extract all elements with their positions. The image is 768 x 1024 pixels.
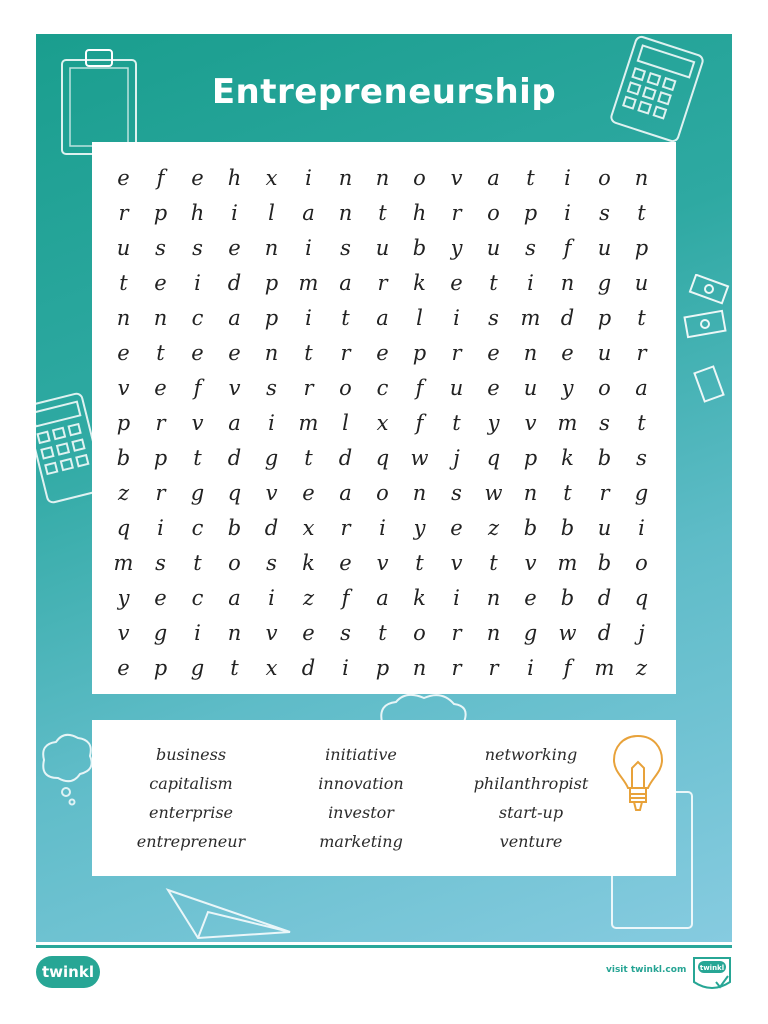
word-list-item: networking [484, 745, 578, 764]
grid-letter: d [597, 621, 612, 645]
letter-grid [105, 161, 660, 686]
grid-letter: i [527, 656, 534, 680]
grid-letter: f [193, 376, 202, 400]
grid-letter: v [524, 551, 537, 575]
grid-letter: g [190, 656, 205, 680]
grid-letter: z [635, 656, 648, 680]
grid-letter: r [377, 271, 388, 295]
grid-letter: v [117, 376, 130, 400]
grid-letter: u [116, 236, 131, 260]
grid-letter: t [415, 551, 424, 575]
word-list-item: venture [499, 832, 563, 851]
grid-letter: e [487, 376, 500, 400]
grid-letter: i [564, 201, 571, 225]
grid-letter: y [487, 411, 500, 435]
grid-letter: i [453, 586, 460, 610]
grid-letter: f [341, 586, 350, 610]
grid-letter: e [191, 341, 204, 365]
grid-letter: g [597, 271, 612, 295]
grid-letter: s [525, 236, 536, 260]
paper-plane-icon [164, 882, 294, 942]
quality-badge-icon [690, 954, 734, 994]
poster-background [36, 34, 732, 942]
grid-letter: d [301, 656, 316, 680]
grid-letter: t [637, 201, 646, 225]
grid-letter: r [303, 376, 314, 400]
grid-letter: i [194, 621, 201, 645]
grid-letter: t [193, 551, 202, 575]
grid-letter: v [191, 411, 204, 435]
grid-letter: v [228, 376, 241, 400]
grid-letter: e [339, 551, 352, 575]
grid-letter: n [560, 271, 575, 295]
grid-letter: g [153, 621, 168, 645]
grid-letter: q [375, 446, 390, 470]
grid-letter: t [489, 271, 498, 295]
grid-letter: t [526, 166, 535, 190]
grid-letter: s [266, 376, 277, 400]
grid-letter: r [118, 201, 129, 225]
grid-letter: s [192, 236, 203, 260]
grid-letter: p [264, 306, 279, 330]
word-list-item: entrepreneur [136, 832, 246, 851]
grid-letter: q [486, 446, 501, 470]
thought-cloud-icon [372, 690, 472, 724]
grid-letter: k [561, 446, 574, 470]
grid-letter: e [376, 341, 389, 365]
grid-letter: e [117, 656, 130, 680]
grid-letter: p [264, 271, 279, 295]
grid-letter: a [487, 166, 500, 190]
grid-letter: t [378, 201, 387, 225]
grid-letter: f [156, 166, 165, 190]
grid-letter: p [153, 446, 168, 470]
grid-letter: o [228, 551, 241, 575]
grid-letter: a [339, 481, 352, 505]
grid-letter: y [117, 586, 130, 610]
word-list-item: innovation [318, 774, 404, 793]
grid-letter: l [416, 306, 423, 330]
word-list-item: business [155, 745, 227, 764]
grid-letter: r [488, 656, 499, 680]
grid-letter: p [412, 341, 427, 365]
grid-letter: z [302, 586, 315, 610]
grid-letter: n [486, 621, 501, 645]
word-list-item: enterprise [148, 803, 233, 822]
grid-letter: d [338, 446, 353, 470]
grid-letter: m [594, 656, 615, 680]
grid-letter: e [450, 271, 463, 295]
grid-letter: b [560, 586, 575, 610]
grid-letter: f [415, 411, 424, 435]
grid-letter: n [412, 481, 427, 505]
grid-letter: n [523, 341, 538, 365]
grid-letter: t [304, 446, 313, 470]
grid-letter: e [228, 341, 241, 365]
visit-link[interactable]: visit twinkl.com [606, 965, 687, 975]
thought-cloud-icon [36, 730, 96, 810]
grid-letter: o [598, 166, 611, 190]
grid-letter: w [558, 621, 577, 645]
grid-letter: k [302, 551, 315, 575]
grid-letter: d [227, 446, 242, 470]
grid-letter: e [154, 271, 167, 295]
grid-letter: u [597, 236, 612, 260]
grid-letter: b [412, 236, 427, 260]
word-list [106, 740, 589, 856]
grid-letter: b [597, 446, 612, 470]
grid-letter: s [451, 481, 462, 505]
grid-letter: v [376, 551, 389, 575]
grid-letter: t [637, 411, 646, 435]
grid-letter: i [305, 306, 312, 330]
grid-letter: v [265, 621, 278, 645]
grid-letter: t [489, 551, 498, 575]
grid-letter: c [191, 306, 204, 330]
grid-letter: a [228, 306, 241, 330]
grid-letter: k [413, 586, 426, 610]
grid-letter: n [264, 341, 279, 365]
grid-letter: i [453, 306, 460, 330]
grid-letter: d [597, 586, 612, 610]
grid-letter: h [190, 201, 205, 225]
grid-letter: d [264, 516, 279, 540]
grid-letter: t [452, 411, 461, 435]
grid-letter: n [338, 166, 353, 190]
grid-letter: p [153, 656, 168, 680]
grid-letter: a [339, 271, 352, 295]
grid-letter: b [523, 516, 538, 540]
word-list-item: philanthropist [473, 774, 589, 793]
grid-letter: n [264, 236, 279, 260]
grid-letter: t [341, 306, 350, 330]
grid-letter: o [487, 201, 500, 225]
grid-letter: y [450, 236, 463, 260]
grid-letter: h [227, 166, 242, 190]
grid-letter: y [413, 516, 426, 540]
grid-letter: g [634, 481, 649, 505]
grid-letter: f [563, 236, 572, 260]
grid-letter: v [265, 481, 278, 505]
grid-letter: n [486, 586, 501, 610]
grid-letter: t [156, 341, 165, 365]
grid-letter: i [268, 411, 275, 435]
grid-letter: c [191, 516, 204, 540]
grid-letter: u [597, 516, 612, 540]
grid-letter: p [634, 236, 649, 260]
grid-letter: b [560, 516, 575, 540]
grid-letter: s [155, 551, 166, 575]
grid-letter: a [376, 306, 389, 330]
grid-letter: i [305, 236, 312, 260]
grid-letter: z [117, 481, 130, 505]
grid-letter: x [302, 516, 315, 540]
grid-letter: r [451, 341, 462, 365]
grid-letter: k [413, 271, 426, 295]
grid-letter: r [155, 411, 166, 435]
grid-letter: u [375, 236, 390, 260]
grid-letter: v [117, 621, 130, 645]
grid-letter: y [561, 376, 574, 400]
grid-letter: e [302, 481, 315, 505]
page-title: Entrepreneurship [211, 72, 557, 112]
grid-letter: p [116, 411, 131, 435]
grid-letter: q [227, 481, 242, 505]
grid-letter: n [338, 201, 353, 225]
grid-letter: m [298, 411, 319, 435]
grid-letter: h [412, 201, 427, 225]
grid-letter: t [193, 446, 202, 470]
word-list-item: initiative [325, 745, 397, 764]
grid-letter: m [520, 306, 541, 330]
grid-letter: e [487, 341, 500, 365]
grid-letter: n [412, 656, 427, 680]
grid-letter: i [194, 271, 201, 295]
grid-letter: j [453, 446, 460, 470]
grid-letter: i [268, 586, 275, 610]
grid-letter: b [227, 516, 242, 540]
grid-letter: b [116, 446, 131, 470]
grid-letter: e [154, 376, 167, 400]
grid-letter: x [265, 166, 278, 190]
grid-letter: z [487, 516, 500, 540]
grid-letter: r [599, 481, 610, 505]
grid-letter: a [228, 586, 241, 610]
grid-letter: e [154, 586, 167, 610]
grid-letter: a [376, 586, 389, 610]
grid-letter: d [227, 271, 242, 295]
word-list-item: capitalism [149, 774, 233, 793]
grid-letter: c [191, 586, 204, 610]
grid-letter: s [636, 446, 647, 470]
grid-letter: s [155, 236, 166, 260]
grid-letter: q [634, 586, 649, 610]
word-list-item: investor [328, 803, 394, 822]
grid-letter: p [153, 201, 168, 225]
word-list-item: marketing [319, 832, 403, 851]
grid-letter: f [415, 376, 424, 400]
grid-letter: n [634, 166, 649, 190]
grid-letter: g [264, 446, 279, 470]
grid-letter: i [638, 516, 645, 540]
grid-letter: e [524, 586, 537, 610]
grid-letter: w [410, 446, 429, 470]
grid-letter: i [379, 516, 386, 540]
grid-letter: t [304, 341, 313, 365]
grid-letter: r [636, 341, 647, 365]
grid-letter: o [598, 376, 611, 400]
badge-label: twinkl [699, 964, 725, 972]
grid-letter: t [563, 481, 572, 505]
grid-letter: j [638, 621, 645, 645]
grid-letter: n [227, 621, 242, 645]
grid-letter: s [266, 551, 277, 575]
grid-letter: i [564, 166, 571, 190]
grid-letter: r [451, 621, 462, 645]
grid-letter: p [597, 306, 612, 330]
grid-letter: r [340, 341, 351, 365]
grid-letter: e [450, 516, 463, 540]
grid-letter: v [524, 411, 537, 435]
grid-letter: o [376, 481, 389, 505]
grid-letter: t [637, 306, 646, 330]
grid-letter: x [376, 411, 389, 435]
grid-letter: u [449, 376, 464, 400]
grid-letter: c [376, 376, 389, 400]
grid-letter: e [117, 341, 130, 365]
grid-letter: u [597, 341, 612, 365]
grid-letter: u [486, 236, 501, 260]
grid-letter: v [450, 166, 463, 190]
grid-letter: e [191, 166, 204, 190]
grid-letter: r [451, 201, 462, 225]
grid-letter: o [413, 621, 426, 645]
grid-letter: i [305, 166, 312, 190]
grid-letter: a [635, 376, 648, 400]
grid-letter: i [342, 656, 349, 680]
grid-letter: t [378, 621, 387, 645]
grid-letter: s [488, 306, 499, 330]
grid-letter: i [157, 516, 164, 540]
grid-letter: d [560, 306, 575, 330]
grid-letter: o [413, 166, 426, 190]
grid-letter: g [190, 481, 205, 505]
grid-letter: i [231, 201, 238, 225]
grid-letter: o [635, 551, 648, 575]
footer-divider [36, 945, 732, 948]
grid-letter: s [340, 621, 351, 645]
word-list-panel [92, 720, 676, 876]
grid-letter: q [116, 516, 131, 540]
grid-letter: n [116, 306, 131, 330]
grid-letter: p [523, 201, 538, 225]
grid-letter: b [597, 551, 612, 575]
grid-letter: n [523, 481, 538, 505]
grid-letter: t [230, 656, 239, 680]
grid-letter: n [153, 306, 168, 330]
grid-letter: n [375, 166, 390, 190]
grid-letter: s [599, 411, 610, 435]
grid-letter: r [451, 656, 462, 680]
grid-letter: r [155, 481, 166, 505]
grid-letter: s [340, 236, 351, 260]
grid-letter: a [302, 201, 315, 225]
grid-letter: m [113, 551, 134, 575]
grid-letter: m [298, 271, 319, 295]
banknote-icon [682, 274, 732, 424]
grid-letter: l [342, 411, 349, 435]
grid-letter: f [563, 656, 572, 680]
grid-letter: e [561, 341, 574, 365]
grid-letter: m [557, 551, 578, 575]
grid-letter: p [375, 656, 390, 680]
grid-letter: s [599, 201, 610, 225]
grid-letter: o [339, 376, 352, 400]
grid-letter: l [268, 201, 275, 225]
grid-letter: r [340, 516, 351, 540]
calculator-icon [36, 384, 100, 514]
word-list-item: start-up [498, 803, 564, 822]
grid-letter: u [523, 376, 538, 400]
grid-letter: w [484, 481, 503, 505]
word-search-grid [92, 142, 676, 694]
grid-letter: e [228, 236, 241, 260]
grid-letter: e [117, 166, 130, 190]
grid-letter: a [228, 411, 241, 435]
grid-letter: p [523, 446, 538, 470]
grid-letter: g [523, 621, 538, 645]
grid-letter: m [557, 411, 578, 435]
grid-letter: x [265, 656, 278, 680]
lightbulb-icon [608, 732, 668, 816]
grid-letter: t [119, 271, 128, 295]
grid-letter: e [302, 621, 315, 645]
twinkl-logo[interactable]: twinkl [36, 956, 100, 988]
grid-letter: v [450, 551, 463, 575]
grid-letter: i [527, 271, 534, 295]
grid-letter: u [634, 271, 649, 295]
